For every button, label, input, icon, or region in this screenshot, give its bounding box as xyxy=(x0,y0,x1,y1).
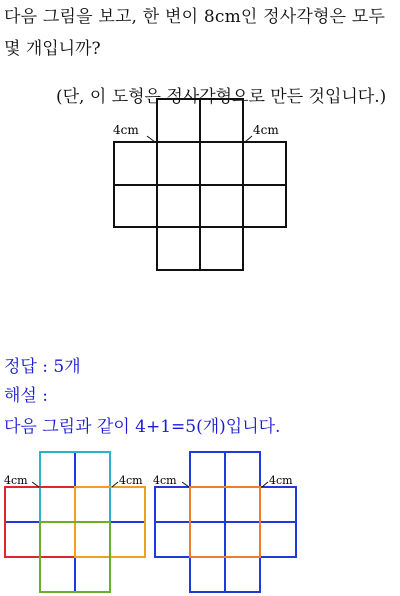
answer-figure-right xyxy=(155,452,296,592)
figure-label-left-a: 4cm xyxy=(4,474,28,487)
explanation-text: 다음 그림과 같이 4+1=5(개)입니다. xyxy=(4,417,281,437)
question-line-2: 몇 개입니까? xyxy=(4,39,101,59)
figure-label-right: 4cm xyxy=(253,123,279,137)
figure-label-right-a: 4cm xyxy=(119,474,143,487)
figure-label-left: 4cm xyxy=(113,123,139,137)
explanation-label: 해설 : xyxy=(4,386,48,406)
question-note: (단, 이 도형은 정사각형으로 만든 것입니다.) xyxy=(56,87,387,107)
answer-figure-left xyxy=(5,452,145,592)
figure-label-right-b: 4cm xyxy=(269,474,293,487)
question-line-1: 다음 그림을 보고, 한 변이 8cm인 정사각형은 모두 xyxy=(4,7,386,27)
answer-label: 정답 : 5개 xyxy=(4,357,81,377)
figure-label-left-b: 4cm xyxy=(153,474,177,487)
